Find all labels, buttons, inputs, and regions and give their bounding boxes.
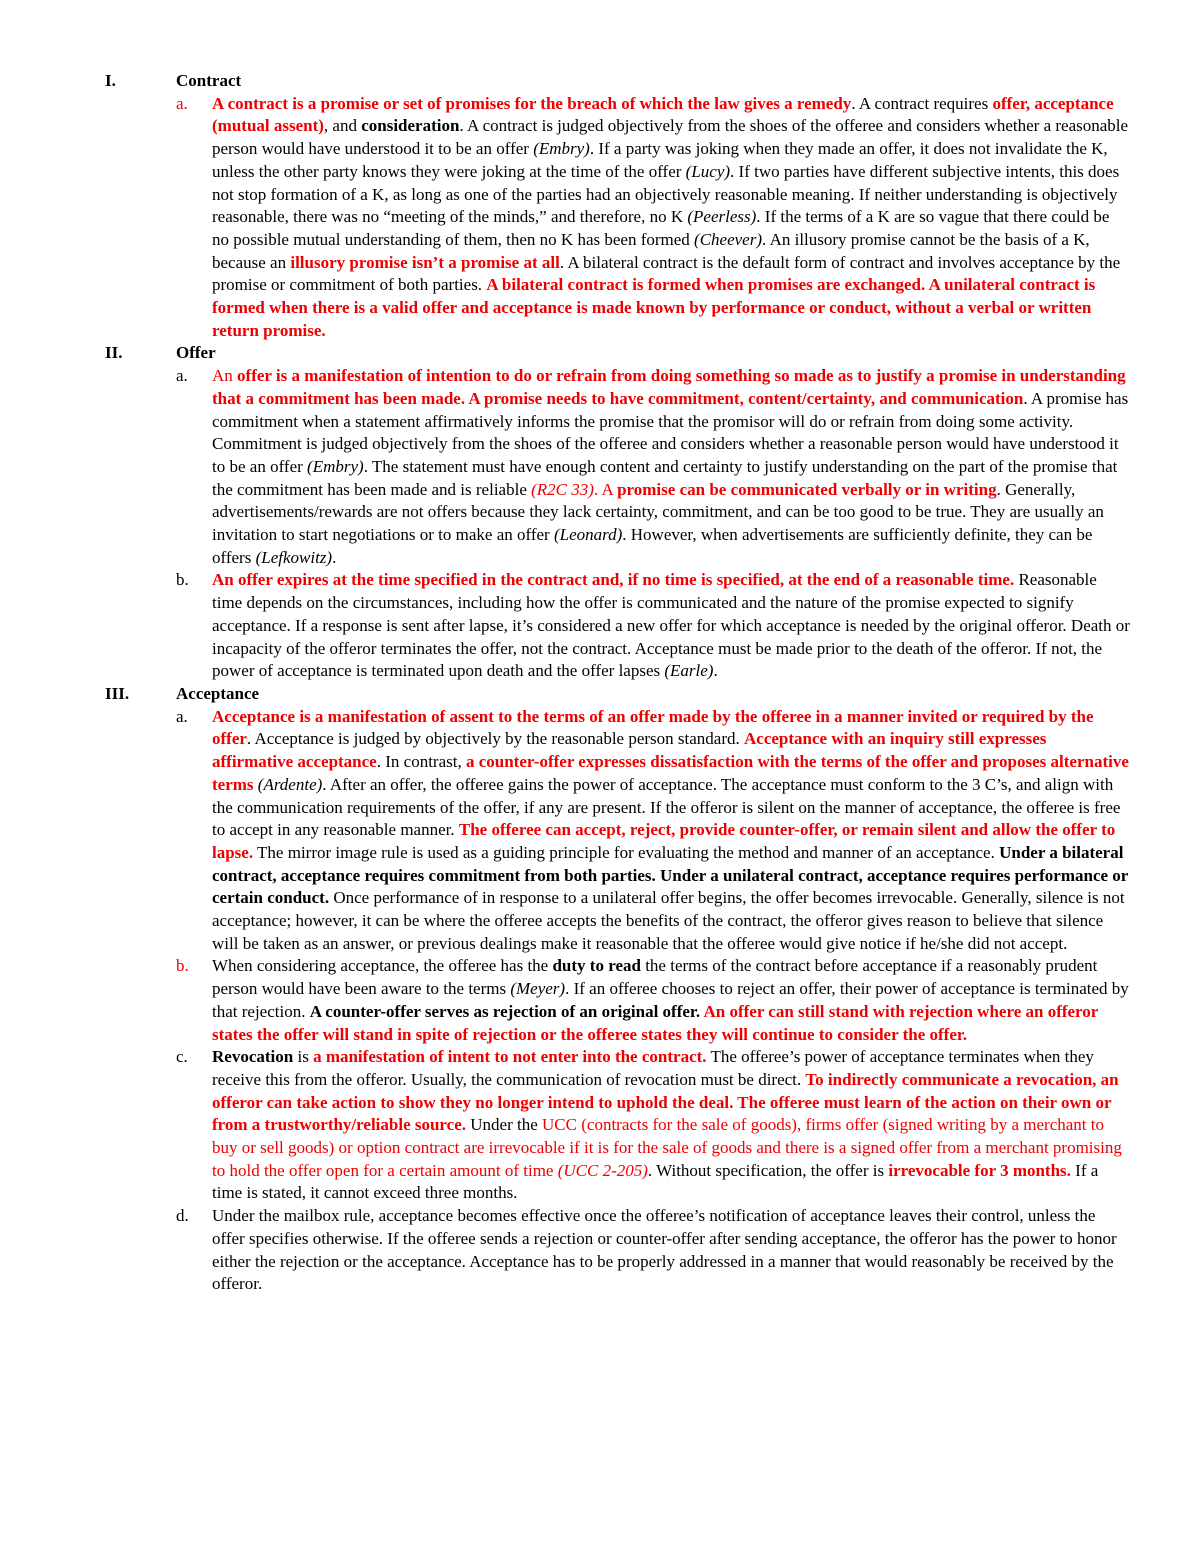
- item-letter: b.: [176, 570, 189, 590]
- item-paragraph: [212, 955, 1130, 1046]
- text-run: (Cheever): [694, 229, 763, 249]
- item-letter: a.: [176, 706, 188, 726]
- text-run: (Embry): [307, 456, 364, 476]
- section-heading: Acceptance: [176, 683, 260, 703]
- document-body: [0, 70, 1200, 1296]
- text-run: (Meyer): [510, 979, 566, 999]
- outline-section: [0, 70, 1200, 342]
- text-run: Under the: [466, 1115, 543, 1135]
- text-run: The mirror image rule is used as a guiding principle for evaluating the method and manner of an acceptance.: [253, 842, 1000, 862]
- item-paragraph: [212, 1046, 1130, 1205]
- text-run: Once performance of in response to a unilateral offer begins, the offer becomes irrevocable. Generally, silence is not acceptance; however, it can be where the offeree accepts the benefits of the contract, the offeror gives reason to believe that silence will be taken as an answer, or previous dealings make it reasonable that the offeree would give notice if he/she did not accept.: [212, 888, 1125, 953]
- outline-item: [0, 955, 1200, 1046]
- outline-item: [0, 365, 1200, 569]
- item-letter: c.: [176, 1047, 188, 1067]
- text-run: . Without specification, the offer is: [647, 1160, 889, 1180]
- item-letter: d.: [176, 1206, 189, 1226]
- item-paragraph: [212, 365, 1130, 569]
- text-run: An offer expires at the time specified in the contract and, if no time is specified, at the end of a reasonable time.: [212, 570, 1015, 590]
- text-run: A counter-offer serves as rejection of an original offer.: [309, 1001, 701, 1021]
- text-run: irrevocable for 3 months.: [888, 1160, 1071, 1180]
- outline-item: [0, 569, 1200, 683]
- text-run: (Embry): [533, 139, 590, 159]
- text-run: .: [332, 547, 337, 567]
- outline-item: [0, 706, 1200, 956]
- outline-item: [0, 1046, 1200, 1205]
- text-run: A bilateral contract is formed when promises are exchanged. A unilateral contract is formed when there is a valid offer and acceptance is made known by performance or conduct, without a verbal or written return promise.: [212, 275, 1096, 340]
- section-heading: Contract: [176, 71, 242, 90]
- text-run: UCC (contracts for the sale of goods), firms offer (signed writing by a merchant to buy or sell goods) or option contract are irrevocable if it is for the sale of goods and there is a signed offer from a merchant promising to hold the offer open for a certain amount of time: [212, 1115, 1122, 1180]
- text-run: (UCC 2-205): [557, 1160, 648, 1180]
- text-run: . If a party was joking when they made an offer, it does not invalidate the K, unless the other party knows they were joking at the time of the offer: [212, 139, 1108, 181]
- text-run: offer is a manifestation of intention to do or refrain from doing something so made as to justify a promise in understanding that a commitment has been made. A promise needs to have commitment, content/certainty, and communication: [212, 366, 1126, 408]
- text-run: illusory promise isn’t a promise at all: [290, 252, 560, 272]
- text-run: is: [293, 1047, 314, 1067]
- text-run: . After an offer, the offeree gains the power of acceptance. The acceptance must conform to the 3 C’s, and align with the communication requirements of the offer, if any are present. If the offeror is silent on the manner of acceptance, the offeree is free to accept in any reasonable manner.: [212, 774, 1121, 840]
- text-run: The offeree can accept, reject, provide counter-offer, or remain silent and allow the offer to lapse.: [212, 820, 1116, 862]
- text-run: a counter-offer expresses dissatisfaction with the terms of the offer and proposes alternative terms: [212, 752, 1129, 794]
- outline-item: [0, 93, 1200, 343]
- text-run: . If two parties have different subjective intents, this does not stop formation of a K, as long as one of the parties had an objectively reasonable meaning. If neither understanding is objectively reasonable, there was no “meeting of the minds,” and therefore, no K: [212, 161, 1120, 227]
- text-run: . If the terms of a K are so vague that there could be no possible mutual understanding of them, then no K has been formed: [212, 207, 1110, 249]
- section-number: III.: [105, 683, 130, 703]
- text-run: . A contract is judged objectively from the shoes of the offeree and considers whether a reasonable person would have understood it to be an offer: [212, 116, 1129, 159]
- text-run: If a time is stated, it cannot exceed three months.: [212, 1160, 1099, 1203]
- text-run: . The statement must have enough content and certainty to justify understanding on the part of the promise that the commitment has been made and is reliable: [212, 456, 1118, 499]
- text-run: To indirectly communicate a revocation, an offeror can take action to show they no longer intend to uphold the deal. The offeree must learn of the action on their own or from a trustworthy/reliable source.: [212, 1069, 1119, 1135]
- text-run: a manifestation of intent to not enter into the contract.: [313, 1047, 707, 1067]
- text-run: A contract is a promise or set of promises for the breach of which the law gives a remedy: [212, 93, 852, 113]
- text-run: Acceptance is a manifestation of assent to the terms of an offer made by the offeree in a manner invited or required by the offer: [212, 706, 1094, 749]
- text-run: consideration: [361, 116, 460, 136]
- text-run: The offeree’s power of acceptance terminates when they receive this from the offeror. Usually, the communication of revocation must be direct.: [212, 1047, 1094, 1089]
- text-run: the terms of the contract before acceptance if a reasonably prudent person would have been aware to the terms: [212, 956, 1098, 999]
- text-run: (Lefkowitz): [255, 547, 333, 567]
- text-run: promise can be communicated verbally or in writing: [617, 479, 997, 499]
- outline-section: [0, 342, 1200, 683]
- text-run: (R2C 33): [531, 479, 594, 499]
- text-run: . A bilateral contract is the default form of contract and involves acceptance by the promise or commitment of both parties.: [212, 252, 1121, 295]
- section-number: I.: [105, 71, 116, 90]
- section-number: II.: [105, 343, 123, 363]
- text-run: When considering acceptance, the offeree has the: [212, 956, 553, 976]
- text-run: Acceptance with an inquiry still expresses affirmative acceptance: [212, 729, 1047, 772]
- text-run: (Ardente): [253, 774, 323, 794]
- text-run: . A promise has commitment when a statement affirmatively informs the promise that the promisor will do or refrain from doing some activity. Commitment is judged objectively from the shoes of the offeree and considers whether a reasonable person would have understood it to be an offer: [212, 388, 1129, 476]
- text-run: (Lucy): [685, 161, 731, 181]
- item-paragraph: [212, 93, 1130, 343]
- outline-section: [0, 683, 1200, 1296]
- text-run: Under a bilateral contract, acceptance requires commitment from both parties. Under a unilateral contract, acceptance requires performance or certain conduct.: [212, 842, 1129, 908]
- text-run: . A contract requires: [851, 93, 993, 113]
- item-paragraph: [212, 569, 1130, 683]
- text-run: . However, when advertisements are sufficiently definite, they can be offers: [212, 525, 1093, 567]
- text-run: , and: [323, 116, 362, 136]
- text-run: Under the mailbox rule, acceptance becomes effective once the offeree’s notification of acceptance leaves their control, unless the offer specifies otherwise. If the offeree sends a rejection or counter-offer after sending acceptance, the offeror has the power to honor either the rejection or the acceptance. Acceptance has to be properly addressed in a manner that would reasonably be received by the offeror.: [212, 1206, 1117, 1294]
- outline-item: [0, 1205, 1200, 1296]
- text-run: Revocation: [212, 1047, 294, 1067]
- text-run: An: [212, 366, 238, 386]
- text-run: (Leonard): [553, 525, 623, 545]
- section-heading: Offer: [176, 343, 216, 363]
- text-run: (Earle): [664, 661, 714, 681]
- text-run: . Acceptance is judged by objectively by the reasonable person standard.: [246, 729, 745, 749]
- item-letter: b.: [176, 956, 189, 976]
- text-run: offer, acceptance (mutual assent): [212, 93, 1114, 136]
- text-run: .: [713, 661, 718, 681]
- text-run: . In contrast,: [376, 752, 466, 772]
- text-run: . If an offeree chooses to reject an offer, their power of acceptance is terminated by that rejection.: [212, 979, 1129, 1021]
- text-run: duty to read: [552, 956, 641, 976]
- text-run: . An illusory promise cannot be the basis of a K, because an: [212, 229, 1090, 272]
- text-run: . Generally, advertisements/rewards are not offers because they lack certainty, commitment, and can be too good to be true. They are usually an invitation to start negotiations or to make an offer: [212, 479, 1104, 545]
- text-run: . A: [593, 479, 618, 499]
- item-paragraph: [212, 1205, 1130, 1296]
- text-run: Reasonable time depends on the circumstances, including how the offer is communicated and the nature of the promise expected to signify acceptance. If a response is sent after lapse, it’s considered a new offer for which acceptance is needed by the original offeror. Death or incapacity of the offeror terminates the offer, not the contract. Acceptance must be made prior to the death of the offeror. If not, the power of acceptance is terminated upon death and the offer lapses: [212, 570, 1130, 681]
- item-letter: a.: [176, 366, 188, 386]
- item-letter: a.: [176, 93, 188, 113]
- text-run: An offer can still stand with rejection where an offeror states the offer will stand in spite of rejection or the offeree states they will continue to consider the offer.: [212, 1001, 1099, 1044]
- text-run: (Peerless): [687, 207, 757, 227]
- item-paragraph: [212, 706, 1130, 956]
